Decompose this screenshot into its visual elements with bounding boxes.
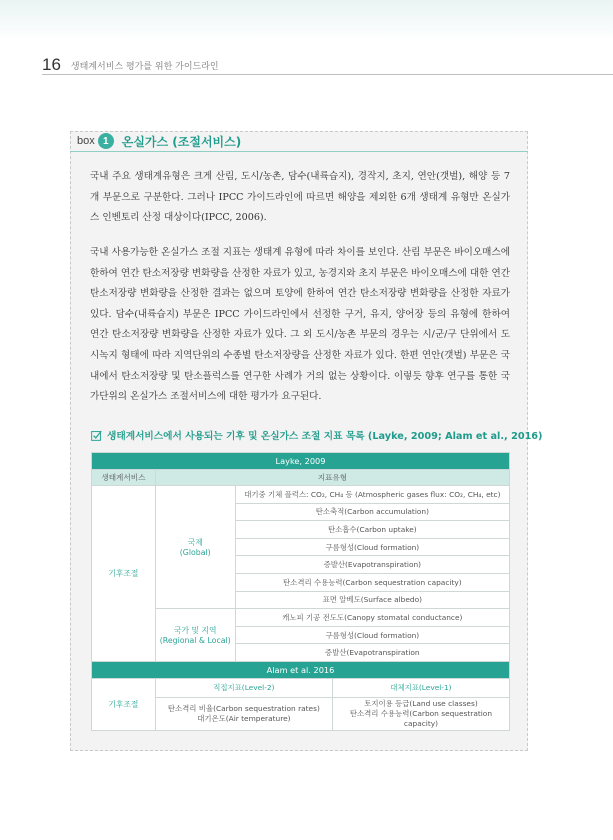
indicator-text: 탄소격리 비율(Carbon sequestration rates) [167, 703, 320, 713]
col-header-proxy: 대체지표(Level-1) [332, 679, 509, 697]
box-heading [70, 131, 241, 151]
page-number: 16 [42, 55, 61, 74]
col-header-service: 생태계서비스 [92, 470, 156, 486]
alam-header-wrap [155, 678, 509, 697]
scale-cell-global [155, 486, 235, 609]
indicator-text: 대기온도(Air temperature) [197, 713, 291, 723]
scale-label: 국가 및 지역 [173, 626, 217, 636]
table-title: 생태계서비스에서 사용되는 기후 및 온실가스 조절 지표 목록 (Layke, 2009; Alam et al., 2016) [107, 431, 543, 442]
header-divider [42, 74, 613, 75]
indicator-cell: 증발산(Evapotranspiration [235, 644, 509, 662]
indicator-cell: 탄소흡수(Carbon uptake) [235, 521, 509, 539]
indicator-text: 토지이용 등급(Land use classes) [364, 698, 478, 708]
table-caption [91, 428, 542, 442]
table-source-row [92, 661, 510, 678]
indicator-cell: 구름형성(Cloud formation) [235, 626, 509, 644]
page-header [42, 51, 219, 73]
box-number-badge: 1 [98, 133, 114, 149]
source-layke: Layke, 2009 [92, 453, 510, 470]
scale-label-en: (Regional & Local) [159, 636, 231, 646]
indicator-text: 탄소격리 수용능력(Carbon sequestration capacity) [349, 708, 493, 728]
scale-label: 국제 [187, 538, 203, 548]
scale-cell-regional [155, 609, 235, 662]
indicator-cell: 캐노피 기공 전도도(Canopy stomatal conductance) [235, 609, 509, 627]
service-cell: 기후조절 [92, 486, 156, 662]
scale-label-en: (Global) [179, 548, 211, 558]
box-title: 온실가스 (조절서비스) [121, 134, 242, 149]
proxy-indicators [332, 698, 509, 730]
direct-indicators [156, 698, 333, 730]
indicator-cell: 대기중 기체 플럭스: CO₂, CH₄ 등 (Atmospheric gases flux: CO₂, CH₄, etc) [235, 486, 509, 504]
service-cell: 기후조절 [92, 678, 156, 730]
indicator-cell: 표면 알베도(Surface albedo) [235, 591, 509, 609]
col-header-indicator: 지표유형 [155, 470, 509, 486]
indicator-cell: 탄소축적(Carbon accumulation) [235, 503, 509, 521]
table-header-row [92, 470, 510, 486]
alam-body-wrap [155, 697, 509, 730]
paragraph: 국내 사용가능한 온실가스 조절 지표는 생태계 유형에 따라 차이를 보인다. 산림 부문은 바이오매스에 한하여 연간 탄소저장량 변화량을 산정한 자료가 있고, 농경지와 초지 부문은 바이오매스에 대한 연간 탄소저장량 변화량을 산정한 결과는 없으며 토양에 한하여 연간 탄소저장량 변화량을 산정한 자료가 있다. 담수(내륙습지) 부문은 IPCC 가이드라인에서 선정한 구거, 유지, 양어장 등의 유형에 한하여 연간 탄소저장량 변화량을 산정한 자료가 있다. 그 외 도시/농촌 부문의 경우는 시/군/구 단위에서 도시녹지 형태에 따라 지역단위의 수종별 탄소저장량을 산정한 자료가 있다. 한편 연안(갯벌) 부문은 국내에서 탄소저장량 및 탄소플럭스를 연구한 사례가 거의 없는 상황이다. 이렇듯 향후 연구를 통한 국가단위의 온실가스 조절서비스에 대한 평가가 요구된다. [90, 247, 510, 403]
alam-header-table [156, 679, 509, 697]
box-heading-rule [70, 151, 528, 152]
col-header-direct: 직접지표(Level-2) [156, 679, 333, 697]
paragraph: 국내 주요 생태계유형은 크게 산림, 도시/농촌, 담수(내륙습지), 경작지, 초지, 연안(갯벌), 해양 등 7개 부문으로 구분한다. 그러나 IPCC 가이드라인에 따르면 해양을 제외한 6개 생태계 유형만 온실가스 인벤토리 산정 대상이다(IPCC, 2006). [90, 171, 510, 224]
source-alam: Alam et al. 2016 [92, 661, 510, 678]
indicator-cell: 탄소격리 수용능력(Carbon sequestration capacity) [235, 573, 509, 591]
alam-body-table [156, 698, 509, 730]
header-band [0, 0, 613, 40]
indicator-table [91, 452, 510, 731]
table-row [92, 486, 510, 504]
running-title: 생태계서비스 평가를 위한 가이드라인 [70, 62, 219, 72]
indicator-cell: 증발산(Evapotranspiration) [235, 556, 509, 574]
checkbox-check-icon [91, 430, 102, 441]
box-tag: box [77, 135, 95, 147]
table-source-row [92, 453, 510, 470]
table-row [92, 678, 510, 697]
indicator-cell: 구름형성(Cloud formation) [235, 538, 509, 556]
